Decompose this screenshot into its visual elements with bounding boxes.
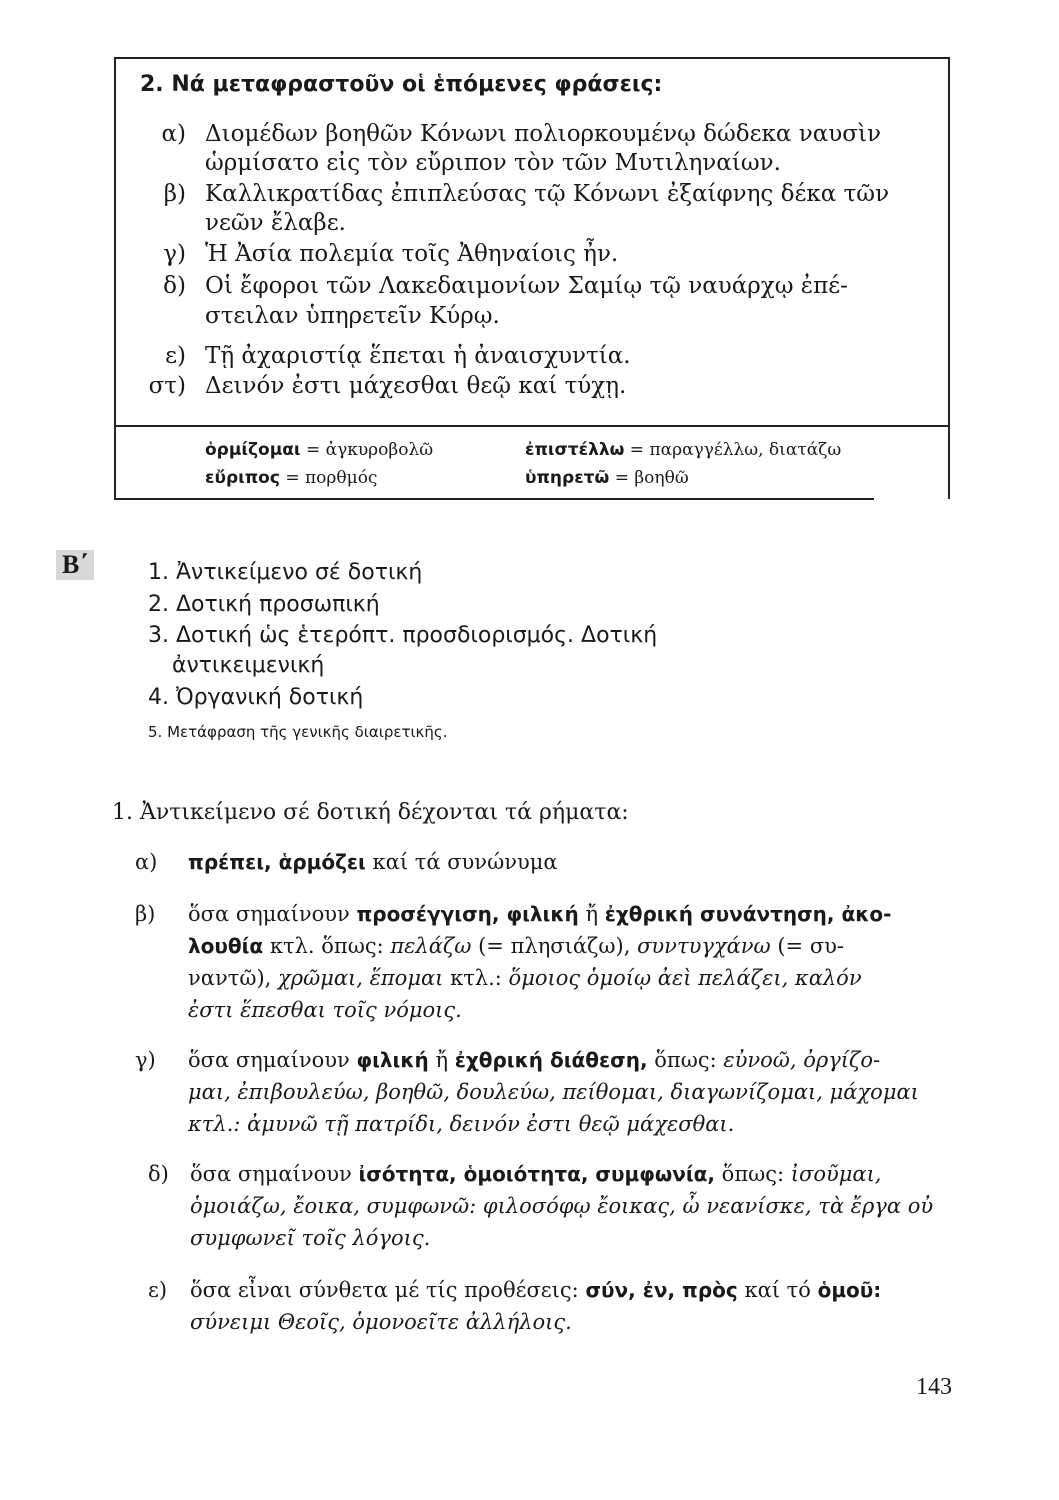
section-b-marker: B΄ <box>56 550 94 580</box>
bold-term: φιλική <box>356 1048 429 1072</box>
item-label: α) <box>161 121 186 147</box>
para-beta-label: β) <box>135 902 156 926</box>
glossary-term: εὔριπος <box>205 468 280 488</box>
text: κτλ.: <box>443 966 509 990</box>
glossary-entry <box>525 440 841 460</box>
italic-example: σύνειμι Θεοῖς, ὁμονοεῖτε ἀλλήλοις. <box>190 1310 572 1334</box>
item-line: Δεινόν ἐστι μάχεσθαι θεῷ καί τύχῃ. <box>205 373 627 399</box>
bold-term: ἐχθρική διάθεση, <box>454 1048 648 1072</box>
item-line: Τῇ ἀχαριστίᾳ ἕπεται ἡ ἀναισχυντία. <box>205 343 631 369</box>
list-item: 4. Ὀργανική δοτική <box>148 685 364 710</box>
text: (= συ- <box>770 934 845 958</box>
para-beta-line <box>188 966 862 990</box>
bold-term: ἰσότητα, ὁμοιότητα, συμφωνία, <box>358 1162 715 1186</box>
item-line: Διομέδων βοηθῶν Κόνωνι πολιορκουμένῳ δώδεκα ναυσὶν <box>205 121 881 147</box>
text: ὅσα σημαίνουν <box>188 902 357 926</box>
list-item: ἀντικειμενική <box>172 653 325 678</box>
bold-term: σύν, ἐν, πρὸς <box>585 1278 738 1302</box>
text: ὅπως: <box>647 1048 724 1072</box>
para-epsilon-label: ε) <box>148 1278 168 1302</box>
italic-example: συντυγχάνω <box>637 934 771 958</box>
item-line: ὡρμίσατο εἰς τὸν εὔριπον τὸν τῶν Μυτιληναίων. <box>205 150 781 176</box>
item-line: Ἡ Ἀσία πολεμία τοῖς Ἀθηναίοις ἦν. <box>205 241 619 267</box>
para-beta-line <box>188 902 891 926</box>
item-line: στειλαν ὑπηρετεῖν Κύρῳ. <box>205 303 500 329</box>
text: (= πλησιάζω), <box>471 934 638 958</box>
glossary-equivalent: = βοηθῶ <box>614 468 689 488</box>
para-delta-line <box>190 1226 430 1250</box>
text: ἤ <box>578 902 605 926</box>
para-gamma-line <box>188 1112 734 1136</box>
para-beta-line <box>188 998 462 1022</box>
text: ναντῶ), <box>188 966 278 990</box>
item-label: γ) <box>163 241 186 267</box>
text: κτλ. ὅπως: <box>263 934 391 958</box>
item-line: Καλλικρατίδας ἐπιπλεύσας τῷ Κόνωνι ἐξαίφνης δέκα τῶν <box>205 181 890 207</box>
glossary-entry <box>205 468 377 488</box>
item-label: δ) <box>163 273 186 299</box>
text: ὅσα σημαίνουν <box>190 1162 359 1186</box>
box-divider <box>116 425 948 427</box>
item-label: στ) <box>148 373 186 399</box>
italic-example: ὅμοιος ὁμοίῳ ἀεὶ πελάζει, καλόν <box>508 966 862 990</box>
italic-example: ἐστι ἕπεσθαι τοῖς νόμοις. <box>188 998 462 1022</box>
list-item: 2. Δοτική προσωπική <box>148 592 380 617</box>
glossary-equivalent: = ἀγκυροβολῶ <box>305 440 434 460</box>
para-gamma-line <box>188 1080 919 1104</box>
glossary-term: ἐπιστέλλω <box>525 440 625 460</box>
para-alpha-line <box>188 850 558 874</box>
para-gamma-line <box>188 1048 880 1072</box>
para-delta-label: δ) <box>148 1162 169 1186</box>
text: ὅσα σημαίνουν <box>188 1048 357 1072</box>
text: ὅπως: <box>715 1162 791 1186</box>
page-number: 143 <box>916 1374 952 1400</box>
item-label: β) <box>163 181 186 207</box>
glossary-term: ὁρμίζομαι <box>205 440 301 460</box>
exercise-heading: 2. Νά μεταφραστοῦν οἱ ἑπόμενες φράσεις: <box>140 72 663 97</box>
italic-example: ἰσοῦμαι, <box>790 1162 882 1186</box>
bold-term: πρέπει, ἁρμόζει <box>188 850 366 874</box>
bold-term: προσέγγιση, φιλική <box>356 902 579 926</box>
italic-example: μαι, ἐπιβουλεύω, βοηθῶ, δουλεύω, πείθομαι, διαγωνίζομαι, μάχομαι <box>188 1080 919 1104</box>
glossary-term: ὑπηρετῶ <box>525 468 610 488</box>
italic-example: κτλ.: ἀμυνῶ τῇ πατρίδι, δεινόν ἐστι θεῷ μάχεσθαι. <box>188 1112 735 1136</box>
item-line: Οἱ ἔφοροι τῶν Λακεδαιμονίων Σαμίῳ τῷ ναυάρχῳ ἐπέ- <box>205 273 848 299</box>
italic-example: χρῶμαι, ἕπομαι <box>278 966 444 990</box>
italic-example: πελάζω <box>390 934 472 958</box>
para-alpha-label: α) <box>135 850 158 874</box>
box-bottom-rule <box>114 498 874 500</box>
para-epsilon-line <box>190 1278 881 1302</box>
italic-example: συμφωνεῖ τοῖς λόγοις. <box>190 1226 431 1250</box>
para-delta-line <box>190 1162 881 1186</box>
glossary-equivalent: = παραγγέλλω, διατάζω <box>629 440 842 460</box>
bold-term: λουθία <box>188 934 264 958</box>
intro-line: 1. Ἀντικείμενο σέ δοτική δέχονται τά ρήματα: <box>112 800 629 825</box>
list-item: 5. Μετάφραση τῆς γενικῆς διαιρετικῆς. <box>148 723 448 741</box>
list-item: 1. Ἀντικείμενο σέ δοτική <box>148 560 423 585</box>
bold-term: ἐχθρική συνάντηση, ἀκο- <box>604 902 892 926</box>
list-item: 3. Δοτική ὡς ἑτερόπτ. προσδιορισμός. Δοτική <box>148 623 658 648</box>
italic-example: εὐνοῶ, ὀργίζο- <box>723 1048 881 1072</box>
para-gamma-label: γ) <box>135 1048 156 1072</box>
glossary-entry <box>525 468 689 488</box>
item-line: νεῶν ἔλαβε. <box>205 210 346 236</box>
glossary-equivalent: = πορθμός <box>285 468 378 488</box>
text: ἤ <box>428 1048 455 1072</box>
para-epsilon-line <box>190 1310 572 1334</box>
italic-example: ὁμοιάζω, ἔοικα, συμφωνῶ: φιλοσόφῳ ἔοικας, ὦ νεανίσκε, τὰ ἔργα οὐ <box>190 1194 934 1218</box>
para-delta-line <box>190 1194 933 1218</box>
text: καί τά συνώνυμα <box>365 850 558 874</box>
para-beta-line <box>188 934 844 958</box>
text: καί τό <box>737 1278 818 1302</box>
glossary-entry <box>205 440 433 460</box>
item-label: ε) <box>165 343 186 369</box>
bold-term: ὁμοῦ: <box>817 1278 882 1302</box>
text: ὅσα εἶναι σύνθετα μέ τίς προθέσεις: <box>190 1278 586 1302</box>
